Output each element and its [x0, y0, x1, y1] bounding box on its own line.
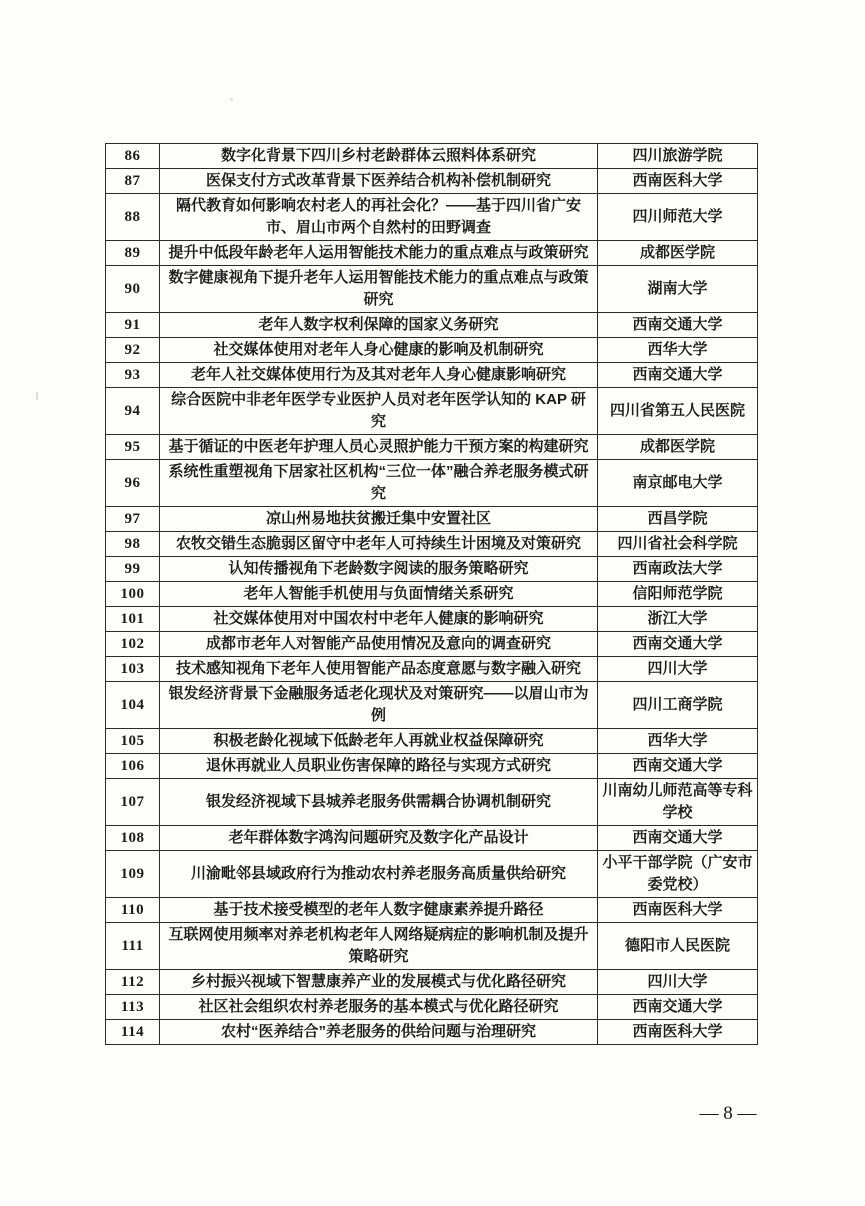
row-number-cell: 99	[106, 557, 160, 582]
row-number-cell: 111	[106, 923, 160, 970]
institution-cell: 四川大学	[598, 657, 758, 682]
row-number-cell: 88	[106, 194, 160, 241]
project-title-cell: 社区社会组织农村养老服务的基本模式与优化路径研究	[160, 995, 598, 1020]
project-title-cell: 老年人智能手机使用与负面情绪关系研究	[160, 582, 598, 607]
institution-cell: 四川师范大学	[598, 194, 758, 241]
project-title-cell: 老年群体数字鸿沟问题研究及数字化产品设计	[160, 826, 598, 851]
institution-cell: 西南医科大学	[598, 169, 758, 194]
project-title-cell: 银发经济背景下金融服务适老化现状及对策研究——以眉山市为例	[160, 682, 598, 729]
table-row	[106, 557, 758, 582]
table-row	[106, 388, 758, 435]
table-row	[106, 632, 758, 657]
scan-artifact	[230, 98, 233, 101]
institution-cell: 西南交通大学	[598, 754, 758, 779]
row-number-cell: 105	[106, 729, 160, 754]
row-number-cell: 86	[106, 144, 160, 169]
project-title-cell: 老年人数字权利保障的国家义务研究	[160, 313, 598, 338]
row-number-cell: 103	[106, 657, 160, 682]
project-title-cell: 乡村振兴视域下智慧康养产业的发展模式与优化路径研究	[160, 970, 598, 995]
project-title-cell: 社交媒体使用对中国农村中老年人健康的影响研究	[160, 607, 598, 632]
projects-table-body	[106, 144, 758, 1045]
table-row	[106, 779, 758, 826]
project-title-cell: 积极老龄化视域下低龄老年人再就业权益保障研究	[160, 729, 598, 754]
row-number-cell: 112	[106, 970, 160, 995]
institution-cell: 西南交通大学	[598, 363, 758, 388]
institution-cell: 西南交通大学	[598, 632, 758, 657]
row-number-cell: 109	[106, 851, 160, 898]
table-row	[106, 313, 758, 338]
institution-cell: 浙江大学	[598, 607, 758, 632]
table-row	[106, 923, 758, 970]
row-number-cell: 102	[106, 632, 160, 657]
row-number-cell: 108	[106, 826, 160, 851]
row-number-cell: 101	[106, 607, 160, 632]
institution-cell: 湖南大学	[598, 266, 758, 313]
table-row	[106, 826, 758, 851]
table-row	[106, 995, 758, 1020]
row-number-cell: 98	[106, 532, 160, 557]
institution-cell: 西南政法大学	[598, 557, 758, 582]
project-title-cell: 老年人社交媒体使用行为及其对老年人身心健康影响研究	[160, 363, 598, 388]
project-title-cell: 农村“医养结合”养老服务的供给问题与治理研究	[160, 1020, 598, 1045]
institution-cell: 南京邮电大学	[598, 460, 758, 507]
project-title-cell: 数字健康视角下提升老年人运用智能技术能力的重点难点与政策研究	[160, 266, 598, 313]
project-title-cell: 成都市老年人对智能产品使用情况及意向的调查研究	[160, 632, 598, 657]
row-number-cell: 113	[106, 995, 160, 1020]
institution-cell: 四川工商学院	[598, 682, 758, 729]
project-title-cell: 凉山州易地扶贫搬迁集中安置社区	[160, 507, 598, 532]
row-number-cell: 87	[106, 169, 160, 194]
project-title-cell: 系统性重塑视角下居家社区机构“三位一体”融合养老服务模式研究	[160, 460, 598, 507]
table-row	[106, 266, 758, 313]
institution-cell: 西南交通大学	[598, 995, 758, 1020]
table-row	[106, 607, 758, 632]
table-row	[106, 144, 758, 169]
institution-cell: 四川省社会科学院	[598, 532, 758, 557]
project-title-cell: 技术感知视角下老年人使用智能产品态度意愿与数字融入研究	[160, 657, 598, 682]
project-title-cell: 医保支付方式改革背景下医养结合机构补偿机制研究	[160, 169, 598, 194]
institution-cell: 西南交通大学	[598, 313, 758, 338]
row-number-cell: 93	[106, 363, 160, 388]
project-title-cell: 数字化背景下四川乡村老龄群体云照料体系研究	[160, 144, 598, 169]
project-title-cell: 认知传播视角下老龄数字阅读的服务策略研究	[160, 557, 598, 582]
table-row	[106, 363, 758, 388]
table-row	[106, 435, 758, 460]
table-row	[106, 241, 758, 266]
project-title-cell: 基于循证的中医老年护理人员心灵照护能力干预方案的构建研究	[160, 435, 598, 460]
table-row	[106, 582, 758, 607]
row-number-cell: 110	[106, 898, 160, 923]
project-title-cell: 提升中低段年龄老年人运用智能技术能力的重点难点与政策研究	[160, 241, 598, 266]
page-number: — 8 —	[699, 1103, 757, 1124]
institution-cell: 小平干部学院（广安市委党校）	[598, 851, 758, 898]
table-row	[106, 1020, 758, 1045]
institution-cell: 西昌学院	[598, 507, 758, 532]
institution-cell: 西南医科大学	[598, 1020, 758, 1045]
table-row	[106, 460, 758, 507]
table-row	[106, 169, 758, 194]
row-number-cell: 97	[106, 507, 160, 532]
row-number-cell: 90	[106, 266, 160, 313]
institution-cell: 四川省第五人民医院	[598, 388, 758, 435]
project-title-cell: 社交媒体使用对老年人身心健康的影响及机制研究	[160, 338, 598, 363]
table-row	[106, 532, 758, 557]
table-row	[106, 754, 758, 779]
table-row	[106, 970, 758, 995]
table-row	[106, 898, 758, 923]
institution-cell: 四川旅游学院	[598, 144, 758, 169]
institution-cell: 西南医科大学	[598, 898, 758, 923]
institution-cell: 西华大学	[598, 729, 758, 754]
table-row	[106, 729, 758, 754]
table-row	[106, 194, 758, 241]
institution-cell: 川南幼儿师范高等专科学校	[598, 779, 758, 826]
institution-cell: 西南交通大学	[598, 826, 758, 851]
row-number-cell: 94	[106, 388, 160, 435]
row-number-cell: 104	[106, 682, 160, 729]
scan-artifact	[36, 392, 38, 400]
institution-cell: 四川大学	[598, 970, 758, 995]
row-number-cell: 107	[106, 779, 160, 826]
row-number-cell: 114	[106, 1020, 160, 1045]
project-title-cell: 基于技术接受模型的老年人数字健康素养提升路径	[160, 898, 598, 923]
institution-cell: 西华大学	[598, 338, 758, 363]
institution-cell: 成都医学院	[598, 241, 758, 266]
project-title-cell: 综合医院中非老年医学专业医护人员对老年医学认知的 KAP 研究	[160, 388, 598, 435]
row-number-cell: 92	[106, 338, 160, 363]
project-title-cell: 隔代教育如何影响农村老人的再社会化？——基于四川省广安市、眉山市两个自然村的田野调查	[160, 194, 598, 241]
project-title-cell: 银发经济视域下县城养老服务供需耦合协调机制研究	[160, 779, 598, 826]
project-title-cell: 川渝毗邻县域政府行为推动农村养老服务高质量供给研究	[160, 851, 598, 898]
row-number-cell: 100	[106, 582, 160, 607]
project-title-cell: 互联网使用频率对养老机构老年人网络疑病症的影响机制及提升策略研究	[160, 923, 598, 970]
row-number-cell: 89	[106, 241, 160, 266]
table-row	[106, 338, 758, 363]
research-projects-table	[105, 143, 758, 1045]
row-number-cell: 95	[106, 435, 160, 460]
table-row	[106, 682, 758, 729]
table-row	[106, 507, 758, 532]
table-row	[106, 851, 758, 898]
institution-cell: 德阳市人民医院	[598, 923, 758, 970]
table-row	[106, 657, 758, 682]
institution-cell: 信阳师范学院	[598, 582, 758, 607]
row-number-cell: 106	[106, 754, 160, 779]
row-number-cell: 96	[106, 460, 160, 507]
row-number-cell: 91	[106, 313, 160, 338]
project-title-cell: 农牧交错生态脆弱区留守中老年人可持续生计困境及对策研究	[160, 532, 598, 557]
institution-cell: 成都医学院	[598, 435, 758, 460]
project-title-cell: 退休再就业人员职业伤害保障的路径与实现方式研究	[160, 754, 598, 779]
